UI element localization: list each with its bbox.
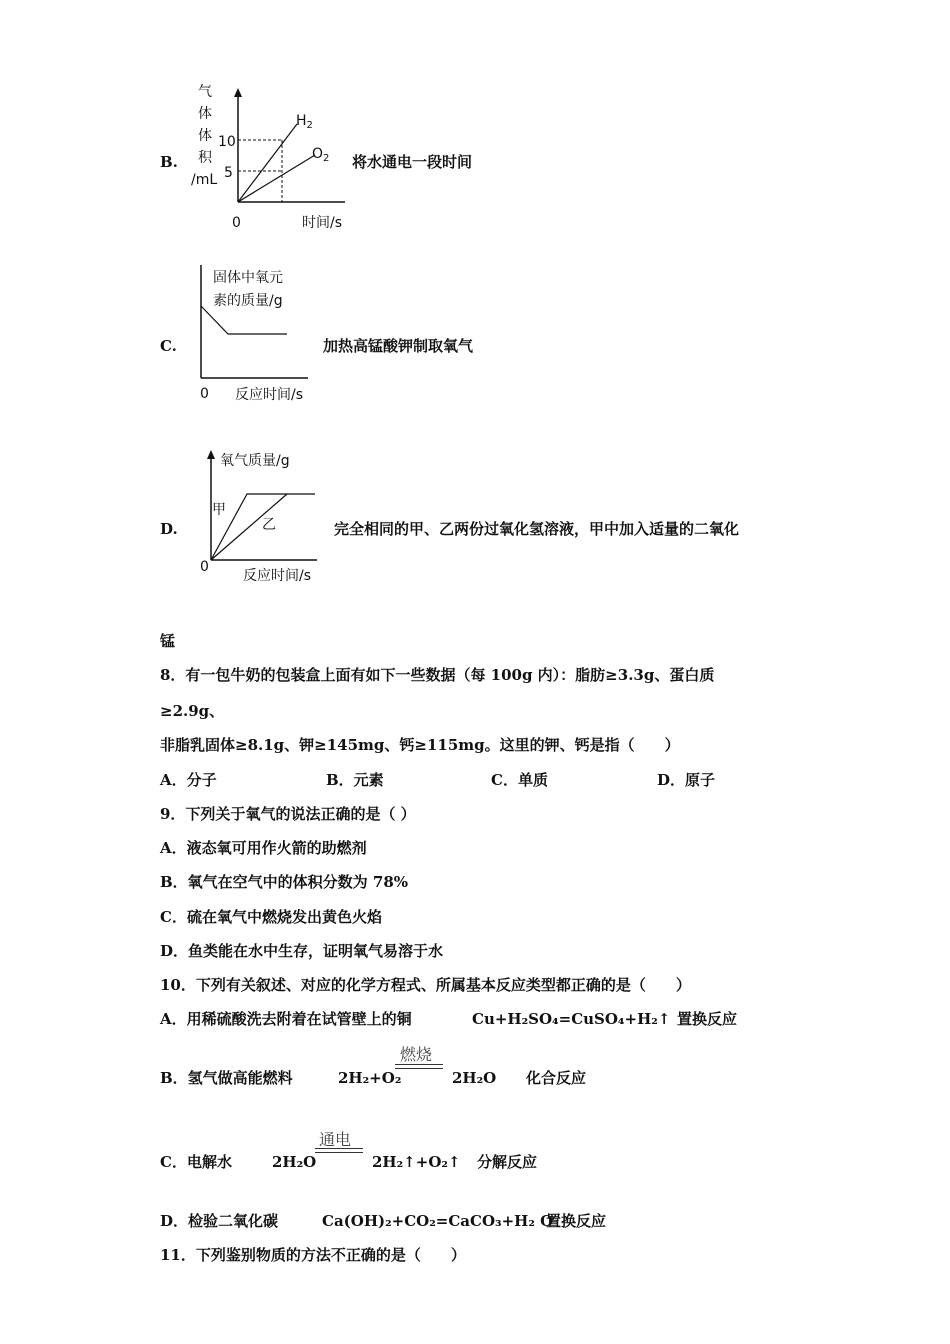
q8-stem-1: 8．有一包牛奶的包装盒上面有如下一些数据（每 100g 内）：脂肪≥3.3g、蛋白质: [160, 666, 715, 684]
q8-option-c[interactable]: C．单质: [491, 771, 548, 789]
q10-c-left: 2H₂O: [272, 1153, 317, 1171]
ylabel-line2: 素的质量/g: [213, 293, 283, 309]
q10-d-equation: Ca(OH)₂+CO₂=CaCO₃+H₂ O: [322, 1212, 554, 1230]
q10-b-left: 2H₂+O₂: [338, 1069, 402, 1087]
o2-line: [238, 155, 315, 202]
ylabel-unit: /mL: [191, 172, 218, 188]
tick-10: 10: [218, 134, 236, 150]
q8-option-b[interactable]: B．元素: [326, 771, 384, 789]
q8-option-d[interactable]: D．原子: [657, 771, 716, 789]
q10-c-right: 2H₂↑+O₂↑: [372, 1153, 461, 1171]
q10-b-condition: 燃烧: [400, 1045, 433, 1064]
q10-c-condition: 通电: [319, 1130, 352, 1149]
option-b-text: 将水通电一段时间: [352, 153, 473, 171]
q10-c-equals: [315, 1148, 363, 1153]
ylabel-char-4: 积: [198, 150, 212, 166]
q8-option-a[interactable]: A．分子: [160, 771, 217, 789]
series-jia-label: 甲: [212, 502, 226, 518]
o2-label: $O_2$: [312, 146, 330, 164]
q10-a-equation: Cu+H₂SO₄=CuSO₄+H₂↑: [472, 1010, 671, 1028]
q10-option-b[interactable]: B．氢气做高能燃料: [160, 1069, 293, 1087]
x-axis-label: 反应时间/s: [243, 568, 312, 584]
q9-option-d[interactable]: D．鱼类能在水中生存，证明氧气易溶于水: [160, 942, 444, 960]
q9-stem: 9．下列关于氧气的说法正确的是（ ）: [160, 805, 416, 823]
tick-5: 5: [224, 165, 233, 181]
y-axis-arrow: [207, 450, 215, 459]
q9-option-b[interactable]: B．氧气在空气中的体积分数为 78%: [160, 873, 409, 891]
q10-d-type: 置换反应: [546, 1212, 607, 1230]
origin-label: 0: [200, 386, 209, 402]
origin-label: 0: [200, 559, 209, 575]
q9-option-c[interactable]: C．硫在氧气中燃烧发出黄色火焰: [160, 908, 382, 926]
ylabel-char-2: 体: [198, 106, 212, 122]
x-axis-label: 时间/s: [302, 215, 343, 231]
oxygen-mass-line: [201, 306, 287, 334]
peroxide-graph: [195, 440, 335, 590]
option-c-label: C.: [160, 337, 177, 355]
permanganate-graph: [190, 260, 330, 405]
origin-label: 0: [232, 215, 241, 231]
q10-b-equals: [395, 1064, 443, 1069]
h2-label: $H_2$: [296, 113, 313, 131]
ylabel-char-3: 体: [198, 128, 212, 144]
ylabel: 氧气质量/g: [220, 453, 290, 469]
x-axis-label: 反应时间/s: [235, 387, 304, 403]
q10-b-right: 2H₂O: [452, 1069, 497, 1087]
option-c-text: 加热高锰酸钾制取氧气: [323, 337, 474, 355]
q10-a-type: 置换反应: [677, 1010, 738, 1028]
q10-option-c[interactable]: C．电解水: [160, 1153, 232, 1171]
q10-option-a[interactable]: A．用稀硫酸洗去附着在试管壁上的铜: [160, 1010, 412, 1028]
option-b-label: B.: [160, 153, 178, 171]
h2-line: [238, 124, 297, 202]
q8-stem-3: 非脂乳固体≥8.1g、钾≥145mg、钙≥115mg。这里的钾、钙是指（ ）: [160, 736, 680, 754]
option-d-label: D.: [160, 520, 178, 538]
ylabel-char-1: 气: [198, 84, 212, 100]
option-d-text: 完全相同的甲、乙两份过氧化氢溶液，甲中加入适量的二氧化: [334, 520, 740, 538]
q8-stem-2: ≥2.9g、: [160, 702, 225, 720]
y-axis-arrow: [234, 88, 242, 97]
q11-stem: 11．下列鉴别物质的方法不正确的是（ ）: [160, 1246, 466, 1264]
q10-option-d[interactable]: D．检验二氧化碳: [160, 1212, 279, 1230]
electrolysis-graph: [185, 80, 360, 240]
q9-option-a[interactable]: A．液态氧可用作火箭的助燃剂: [160, 839, 367, 857]
series-yi-label: 乙: [262, 517, 276, 533]
q10-c-type: 分解反应: [477, 1153, 538, 1171]
q10-b-type: 化合反应: [526, 1069, 587, 1087]
q10-stem: 10．下列有关叙述、对应的化学方程式、所属基本反应类型都正确的是（ ）: [160, 976, 691, 994]
ylabel-line1: 固体中氧元: [213, 270, 283, 286]
option-d-text-cont: 锰: [160, 632, 176, 650]
